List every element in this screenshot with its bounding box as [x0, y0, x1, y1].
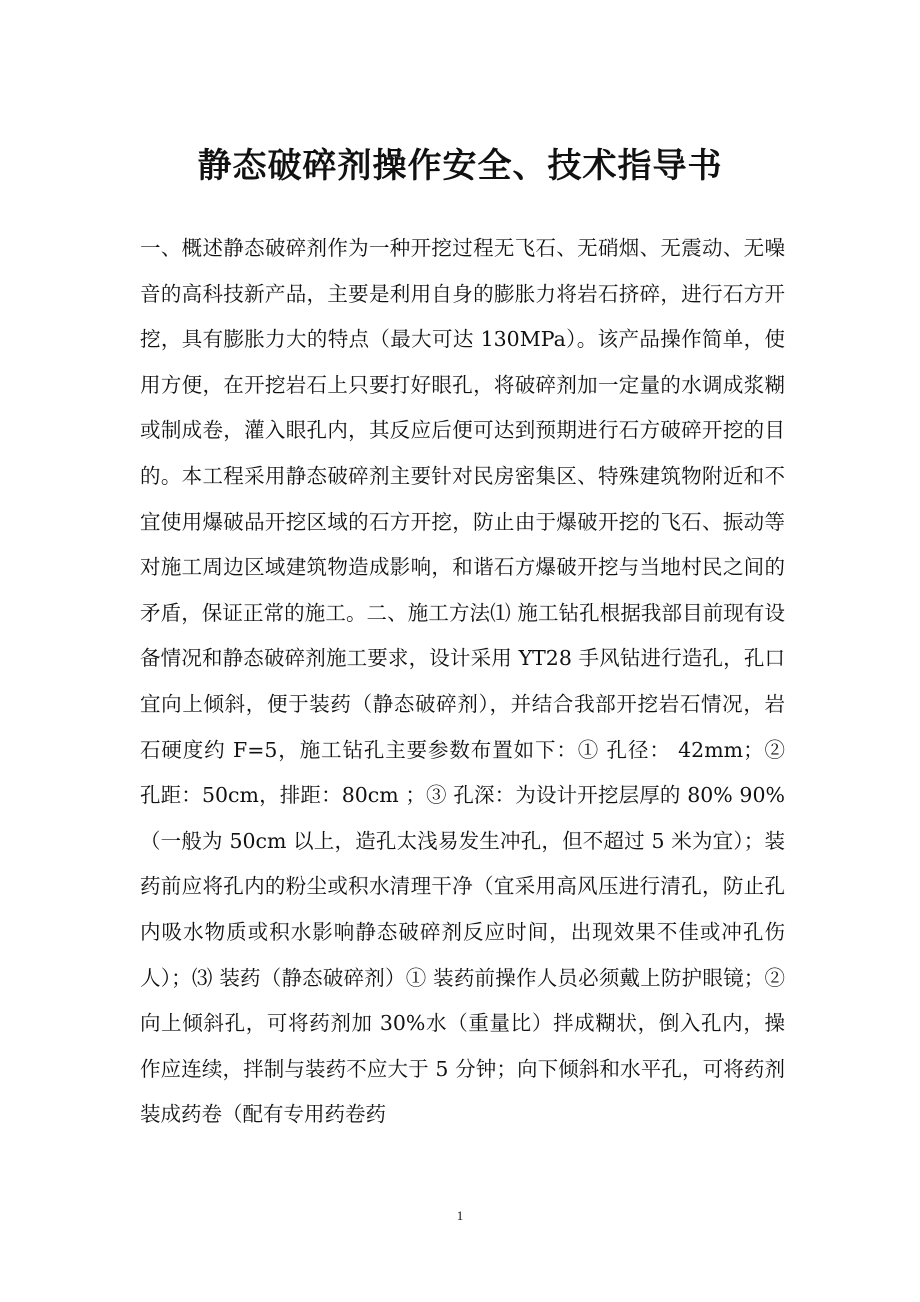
- document-title: 静态破碎剂操作安全、技术指导书: [197, 146, 723, 186]
- document-body-text: 一、概述静态破碎剂作为一种开挖过程无飞石、无硝烟、无震动、无噪音的高科技新产品，主要是利用自身的膨胀力将岩石挤碎，进行石方开挖，具有膨胀力大的特点（最大可达 130MPa）。该产品操作简单，使用方便，在开挖岩石上只要打好眼孔，将破碎剂加一定量的水调成浆糊或制成卷，灌入眼孔内，其反应后便可达到预期进行石方破碎开挖的目的。本工程采用静态破碎剂主要针对民房密集区、特殊建筑物附近和不宜使用爆破品开挖区域的石方开挖，防止由于爆破开挖的飞石、振动等对施工周边区域建筑物造成影响，和谐石方爆破开挖与当地村民之间的矛盾，保证正常的施工。二、施工方法⑴ 施工钻孔根据我部目前现有设备情况和静态破碎剂施工要求，设计采用 YT28 手风钻进行造孔，孔口宜向上倾斜，便于装药（静态破碎剂），并结合我部开挖岩石情况，岩石硬度约 F=5，施工钻孔主要参数布置如下：① 孔径： 42mm；② 孔距：50cm，排距：80cm ；③ 孔深：为设计开挖层厚的 80% 90%（一般为 50cm 以上，造孔太浅易发生冲孔，但不超过 5 米为宜）；装药前应将孔内的粉尘或积水清理干净（宜采用高风压进行清孔，防止孔内吸水物质或积水影响静态破碎剂反应时间，出现效果不佳或冲孔伤人）；⑶ 装药（静态破碎剂）① 装药前操作人员必须戴上防护眼镜；② 向上倾斜孔，可将药剂加 30%水（重量比）拌成糊状，倒入孔内，操作应连续，拌制与装药不应大于 5 分钟；向下倾斜和水平孔，可将药剂装成药卷（配有专用药卷药: [140, 236, 785, 1127]
- page-number: 1: [456, 1208, 464, 1223]
